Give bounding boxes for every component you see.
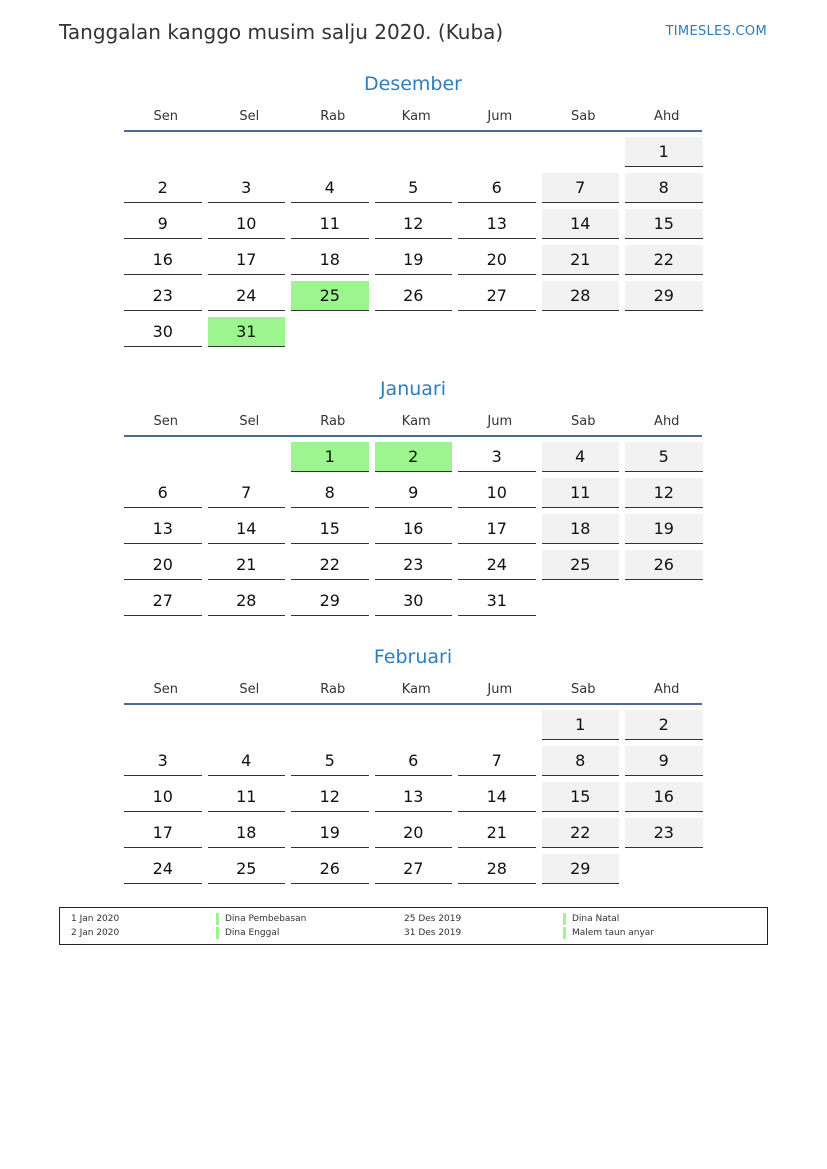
day-cell: 8 <box>291 478 369 508</box>
weekday-label: Sel <box>239 109 260 124</box>
calendar-grid <box>124 441 702 621</box>
day-cell: 20 <box>124 550 202 580</box>
calendar-grid <box>124 709 702 889</box>
day-cell: 14 <box>458 782 536 812</box>
day-cell: 6 <box>458 173 536 203</box>
week-row <box>124 244 702 280</box>
day-cell: 4 <box>291 173 369 203</box>
day-cell: 7 <box>208 478 286 508</box>
legend-date: 25 Des 2019 <box>404 914 462 924</box>
brand-link[interactable]: TIMESLES.COM <box>665 24 767 39</box>
week-row <box>124 585 702 621</box>
weekday-label: Ahd <box>654 109 680 124</box>
day-cell: 9 <box>375 478 453 508</box>
legend-holiday-name: Dina Natal <box>563 913 619 925</box>
month-january <box>124 375 702 621</box>
day-cell: 11 <box>542 478 620 508</box>
day-cell: 23 <box>625 818 703 848</box>
weekday-header <box>124 413 702 437</box>
empty-cell <box>291 137 369 167</box>
day-cell: 12 <box>291 782 369 812</box>
week-row <box>124 709 702 745</box>
day-cell: 29 <box>542 854 620 884</box>
weekday-label: Sab <box>571 109 596 124</box>
day-cell: 1 <box>542 710 620 740</box>
day-cell: 14 <box>208 514 286 544</box>
weekday-label: Kam <box>401 682 431 697</box>
day-cell: 9 <box>625 746 703 776</box>
empty-cell <box>542 317 620 347</box>
empty-cell <box>542 137 620 167</box>
weekday-label: Sen <box>153 109 178 124</box>
empty-cell <box>625 854 703 884</box>
day-cell: 3 <box>124 746 202 776</box>
empty-cell <box>291 710 369 740</box>
weekday-label: Jum <box>487 109 513 124</box>
day-cell: 12 <box>625 478 703 508</box>
day-cell: 5 <box>291 746 369 776</box>
day-cell: 31 <box>208 317 286 347</box>
week-row <box>124 513 702 549</box>
day-cell: 8 <box>542 746 620 776</box>
day-cell: 3 <box>208 173 286 203</box>
day-cell: 2 <box>625 710 703 740</box>
weekday-label: Sab <box>571 682 596 697</box>
weekday-label: Sel <box>239 414 260 429</box>
weekday-label: Rab <box>320 109 346 124</box>
calendar-grid <box>124 136 702 352</box>
day-cell: 22 <box>291 550 369 580</box>
month-title: Februari <box>373 646 453 668</box>
day-cell: 3 <box>458 442 536 472</box>
week-row <box>124 745 702 781</box>
day-cell: 8 <box>625 173 703 203</box>
day-cell: 28 <box>542 281 620 311</box>
day-cell: 29 <box>625 281 703 311</box>
week-row <box>124 781 702 817</box>
weekday-header <box>124 108 702 132</box>
weekday-label: Rab <box>320 414 346 429</box>
day-cell: 28 <box>208 586 286 616</box>
week-row <box>124 280 702 316</box>
day-cell: 4 <box>542 442 620 472</box>
day-cell: 25 <box>542 550 620 580</box>
day-cell: 24 <box>458 550 536 580</box>
day-cell: 16 <box>625 782 703 812</box>
day-cell: 13 <box>375 782 453 812</box>
empty-cell <box>124 137 202 167</box>
week-row <box>124 316 702 352</box>
day-cell: 10 <box>124 782 202 812</box>
day-cell: 17 <box>458 514 536 544</box>
empty-cell <box>458 710 536 740</box>
day-cell: 20 <box>458 245 536 275</box>
day-cell: 7 <box>458 746 536 776</box>
week-row <box>124 441 702 477</box>
day-cell: 20 <box>375 818 453 848</box>
empty-cell <box>625 317 703 347</box>
day-cell: 11 <box>291 209 369 239</box>
legend-date: 2 Jan 2020 <box>71 928 120 938</box>
day-cell: 27 <box>375 854 453 884</box>
week-row <box>124 853 702 889</box>
weekday-label: Kam <box>401 414 431 429</box>
legend-date: 1 Jan 2020 <box>71 914 120 924</box>
day-cell: 10 <box>208 209 286 239</box>
day-cell: 24 <box>208 281 286 311</box>
day-cell: 19 <box>291 818 369 848</box>
day-cell: 15 <box>542 782 620 812</box>
day-cell: 29 <box>291 586 369 616</box>
weekday-label: Ahd <box>654 682 680 697</box>
weekday-label: Rab <box>320 682 346 697</box>
day-cell: 13 <box>124 514 202 544</box>
weekday-label: Kam <box>401 109 431 124</box>
month-title: Januari <box>379 378 447 400</box>
week-row <box>124 817 702 853</box>
day-cell: 15 <box>625 209 703 239</box>
empty-cell <box>375 137 453 167</box>
weekday-header <box>124 681 702 705</box>
day-cell: 28 <box>458 854 536 884</box>
day-cell: 18 <box>291 245 369 275</box>
week-row <box>124 172 702 208</box>
empty-cell <box>208 710 286 740</box>
day-cell: 13 <box>458 209 536 239</box>
day-cell: 26 <box>375 281 453 311</box>
legend-holiday-name: Dina Enggal <box>216 927 279 939</box>
weekday-label: Sel <box>239 682 260 697</box>
day-cell: 14 <box>542 209 620 239</box>
empty-cell <box>375 710 453 740</box>
day-cell: 6 <box>375 746 453 776</box>
day-cell: 26 <box>625 550 703 580</box>
weekday-label: Jum <box>487 414 513 429</box>
empty-cell <box>458 317 536 347</box>
day-cell: 21 <box>208 550 286 580</box>
day-cell: 19 <box>375 245 453 275</box>
day-cell: 17 <box>124 818 202 848</box>
day-cell: 12 <box>375 209 453 239</box>
month-february <box>124 643 702 889</box>
empty-cell <box>542 586 620 616</box>
day-cell: 1 <box>291 442 369 472</box>
holiday-legend <box>59 907 768 945</box>
week-row <box>124 136 702 172</box>
day-cell: 27 <box>458 281 536 311</box>
day-cell: 16 <box>124 245 202 275</box>
empty-cell <box>458 137 536 167</box>
legend-holiday-name: Malem taun anyar <box>563 927 654 939</box>
month-title: Desember <box>364 73 462 95</box>
day-cell: 16 <box>375 514 453 544</box>
day-cell: 7 <box>542 173 620 203</box>
week-row <box>124 208 702 244</box>
day-cell: 11 <box>208 782 286 812</box>
day-cell: 2 <box>375 442 453 472</box>
week-row <box>124 549 702 585</box>
day-cell: 30 <box>124 317 202 347</box>
empty-cell <box>208 442 286 472</box>
weekday-label: Sen <box>153 682 178 697</box>
day-cell: 31 <box>458 586 536 616</box>
day-cell: 25 <box>291 281 369 311</box>
day-cell: 15 <box>291 514 369 544</box>
day-cell: 6 <box>124 478 202 508</box>
day-cell: 1 <box>625 137 703 167</box>
empty-cell <box>375 317 453 347</box>
day-cell: 4 <box>208 746 286 776</box>
day-cell: 27 <box>124 586 202 616</box>
day-cell: 24 <box>124 854 202 884</box>
month-december <box>124 70 702 352</box>
empty-cell <box>124 710 202 740</box>
legend-date: 31 Des 2019 <box>404 928 462 938</box>
day-cell: 23 <box>375 550 453 580</box>
week-row <box>124 477 702 513</box>
day-cell: 5 <box>625 442 703 472</box>
day-cell: 9 <box>124 209 202 239</box>
day-cell: 30 <box>375 586 453 616</box>
day-cell: 2 <box>124 173 202 203</box>
legend-holiday-name: Dina Pembebasan <box>216 913 306 925</box>
day-cell: 21 <box>458 818 536 848</box>
day-cell: 26 <box>291 854 369 884</box>
day-cell: 23 <box>124 281 202 311</box>
day-cell: 17 <box>208 245 286 275</box>
page-title: Tanggalan kanggo musim salju 2020. (Kuba) <box>59 20 504 44</box>
empty-cell <box>291 317 369 347</box>
weekday-label: Jum <box>487 682 513 697</box>
weekday-label: Sab <box>571 414 596 429</box>
day-cell: 22 <box>625 245 703 275</box>
empty-cell <box>625 586 703 616</box>
day-cell: 5 <box>375 173 453 203</box>
day-cell: 22 <box>542 818 620 848</box>
day-cell: 25 <box>208 854 286 884</box>
empty-cell <box>124 442 202 472</box>
day-cell: 19 <box>625 514 703 544</box>
day-cell: 21 <box>542 245 620 275</box>
day-cell: 10 <box>458 478 536 508</box>
empty-cell <box>208 137 286 167</box>
weekday-label: Sen <box>153 414 178 429</box>
day-cell: 18 <box>542 514 620 544</box>
day-cell: 18 <box>208 818 286 848</box>
weekday-label: Ahd <box>654 414 680 429</box>
